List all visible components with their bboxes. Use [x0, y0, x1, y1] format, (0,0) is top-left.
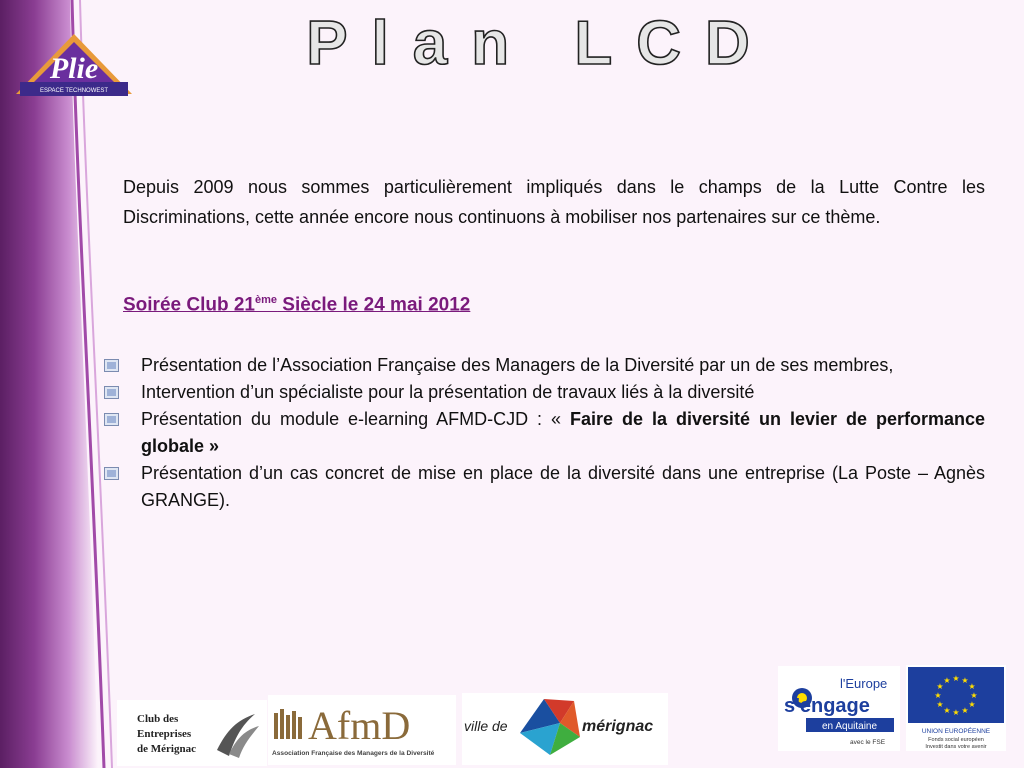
list-item [100, 352, 985, 379]
svg-text:★: ★ [943, 676, 951, 685]
list-item-text: Présentation d’un cas concret de mise en place de la diversité dans une entreprise (La Poste – Agnès GRANGE). [141, 463, 985, 510]
square-bullet-icon [104, 467, 119, 480]
club-entreprises-logo [117, 700, 267, 766]
svg-text:AfmD: AfmD [308, 703, 411, 748]
svg-text:s'engage: s'engage [784, 695, 870, 717]
svg-text:Fonds social européen: Fonds social européen [928, 737, 984, 743]
afmd-logo [268, 695, 456, 765]
svg-text:Plie: Plie [49, 52, 99, 85]
svg-text:★: ★ [943, 706, 951, 715]
merignac-logo [462, 693, 668, 765]
list-item-text: Présentation du module e-learning AFMD-CJD : « [141, 409, 571, 429]
intro-paragraph: Depuis 2009 nous sommes particulièrement impliqués dans le champs de la Lutte Contre les Discriminations, cette année encore nous continuons à mobiliser nos partenaires sur ce thème. [123, 177, 985, 227]
event-subtitle-date: Siècle le 24 mai 2012 [277, 294, 471, 316]
square-bullet-icon [104, 386, 119, 399]
svg-text:★: ★ [936, 700, 944, 709]
svg-text:★: ★ [952, 708, 960, 717]
svg-text:★: ★ [952, 674, 960, 683]
list-item [100, 406, 985, 460]
svg-text:avec le FSE: avec le FSE [850, 739, 886, 746]
program-list [100, 352, 985, 514]
list-item-bold: Faire de la diversité un levier de performance globale » [141, 409, 985, 456]
svg-text:★: ★ [961, 676, 969, 685]
list-item-text: Présentation de l’Association Française des Managers de la Diversité par un de ses membres, [141, 355, 894, 375]
list-item [100, 460, 985, 514]
page-title [230, 2, 850, 86]
event-subtitle-text: Soirée Club 21 [123, 294, 255, 316]
svg-text:UNION EUROPÉENNE: UNION EUROPÉENNE [921, 728, 991, 735]
svg-text:★: ★ [968, 700, 976, 709]
svg-text:mérignac: mérignac [582, 718, 654, 735]
svg-text:Association Française des Mana: Association Française des Managers de la Diversité [272, 750, 435, 757]
svg-text:★: ★ [934, 691, 942, 700]
square-bullet-icon [104, 413, 119, 426]
list-item-text: Intervention d’un spécialiste pour la présentation de travaux liés à la diversité [141, 382, 755, 402]
svg-text:★: ★ [936, 682, 944, 691]
svg-text:Club des: Club des [137, 713, 179, 725]
svg-text:en Aquitaine: en Aquitaine [822, 721, 878, 732]
event-subtitle [123, 294, 470, 316]
svg-text:★: ★ [968, 682, 976, 691]
square-bullet-icon [104, 359, 119, 372]
svg-text:Investit dans votre avenir: Investit dans votre avenir [925, 744, 987, 750]
europe-aquitaine-logo [778, 666, 900, 751]
svg-text:★: ★ [970, 691, 978, 700]
page-title-text: Plan LCD [306, 9, 774, 78]
list-item [100, 379, 985, 406]
svg-text:ville de: ville de [464, 718, 508, 734]
event-subtitle-sup: ème [255, 294, 278, 306]
svg-text:Entreprises: Entreprises [137, 728, 192, 740]
svg-text:l'Europe: l'Europe [840, 676, 888, 691]
svg-text:de Mérignac: de Mérignac [137, 743, 196, 755]
eu-flag-logo [906, 665, 1006, 751]
plie-logo [14, 32, 134, 102]
svg-text:ESPACE TECHNOWEST: ESPACE TECHNOWEST [39, 88, 109, 94]
svg-text:★: ★ [961, 706, 969, 715]
